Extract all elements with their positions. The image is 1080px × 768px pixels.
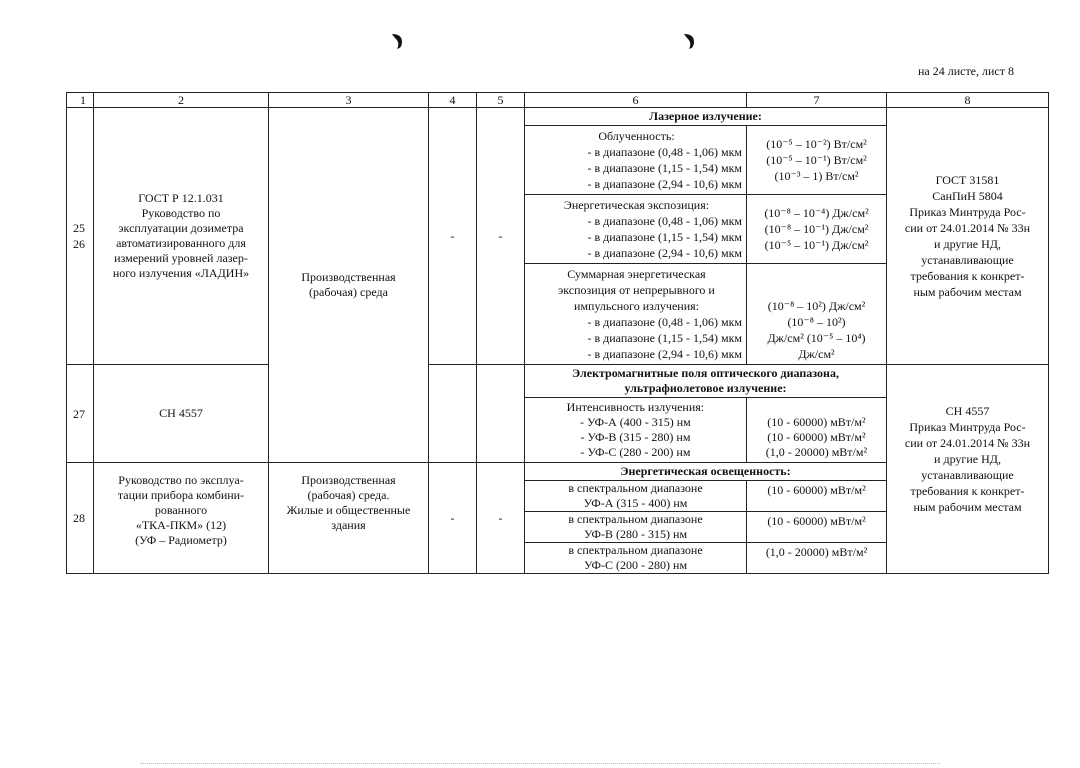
- normative-docs-laser: ГОСТ 31581 СанПиН 5804 Приказ Минтруда Рос- сии от 24.01.2014 № 33н и другие НД, устанавливающие требования к конкрет- ным рабочим местам: [887, 108, 1049, 365]
- measurement-object-production: Производственная (рабочая) среда: [269, 108, 429, 463]
- row-25-26-title: [67, 108, 1049, 126]
- row-27: [67, 365, 1049, 463]
- col-header-1: 1: [67, 93, 94, 108]
- col4-dash-28: -: [429, 463, 477, 574]
- measurement-object-buildings: Производственная (рабочая) среда. Жилые и общественные здания: [269, 463, 429, 574]
- irradiance-values: (10⁻⁵ – 10⁻²) Вт/см² (10⁻⁵ – 10⁻¹) Вт/см² (10⁻³ – 1) Вт/см²: [747, 126, 887, 195]
- col-header-2: 2: [94, 93, 269, 108]
- col-header-6: 6: [525, 93, 747, 108]
- row-number-25-26: 25 26: [67, 108, 94, 365]
- exposure-values: (10⁻⁸ – 10⁻⁴) Дж/см² (10⁻⁸ – 10⁻¹) Дж/см² (10⁻⁵ – 10⁻¹) Дж/см²: [747, 195, 887, 264]
- irradiance-ranges: Облученность: - в диапазоне (0,48 - 1,06) мкм - в диапазоне (1,15 - 1,54) мкм - в диапазоне (2,94 - 10,6) мкм: [525, 126, 747, 195]
- row-number-28: 28: [67, 463, 94, 574]
- col5-empty-27: [477, 365, 525, 463]
- col-header-3: 3: [269, 93, 429, 108]
- spectral-value-uv-b: (10 - 60000) мВт/м²: [747, 512, 887, 543]
- col5-dash-28: -: [477, 463, 525, 574]
- scan-artifact-line: [140, 761, 940, 764]
- spectral-range-uv-b: в спектральном диапазоне УФ-В (280 - 315) нм: [525, 512, 747, 543]
- section-title-laser: Лазерное излучение:: [525, 108, 887, 126]
- spectral-range-uv-a: в спектральном диапазоне УФ-А (315 - 400) нм: [525, 481, 747, 512]
- col-header-5: 5: [477, 93, 525, 108]
- uv-intensity-block: [525, 365, 887, 463]
- exposure-ranges: Энергетическая экспозиция: - в диапазоне (0,48 - 1,06) мкм - в диапазоне (1,15 - 1,54) мкм - в диапазоне (2,94 - 10,6) мкм: [525, 195, 747, 264]
- col-header-8: 8: [887, 93, 1049, 108]
- punch-hole-mark-right: [680, 32, 696, 50]
- uv-intensity-inner: [525, 398, 886, 462]
- spectral-value-uv-a: (10 - 60000) мВт/м²: [747, 481, 887, 512]
- total-exposure-values: (10⁻⁸ – 10²) Дж/см² (10⁻⁸ – 10²) Дж/см² (10⁻⁵ – 10⁴) Дж/см²: [747, 264, 887, 365]
- normative-docs-uv: СН 4557 Приказ Минтруда Рос- сии от 24.01.2014 № 33н и другие НД, устанавливающие требования к конкрет- ным рабочим местам: [887, 365, 1049, 574]
- method-document-tka-pkm: Руководство по эксплуа- тации прибора комбини- рованного «ТКА-ПКМ» (12) (УФ – Радиометр): [94, 463, 269, 574]
- uv-bands: Интенсивность излучения: - УФ-А (400 - 315) нм - УФ-В (315 - 280) нм - УФ-С (280 - 200) нм: [525, 398, 746, 462]
- col4-empty-27: [429, 365, 477, 463]
- col-header-4: 4: [429, 93, 477, 108]
- spectral-range-uv-c: в спектральном диапазоне УФ-С (200 - 280) нм: [525, 543, 747, 574]
- accreditation-table: [66, 92, 1049, 574]
- section-title-uv: Электромагнитные поля оптического диапазона, ультрафиолетовое излучение:: [525, 365, 886, 398]
- header-row: [67, 93, 1049, 108]
- section-title-illuminance: Энергетическая освещенность:: [525, 463, 887, 481]
- total-exposure-ranges: Суммарная энергетическая экспозиция от непрерывного и импульсного излучения: - в диапазоне (0,48 - 1,06) мкм - в диапазоне (1,15 - 1,54) мкм - в диапазоне (2,94 - 10,6) мкм: [525, 264, 747, 365]
- punch-hole-mark-left: [388, 32, 404, 50]
- col4-dash: -: [429, 108, 477, 365]
- method-document-sn4557: СН 4557: [94, 365, 269, 463]
- sheet-note: на 24 листе, лист 8: [917, 64, 1014, 78]
- uv-values: (10 - 60000) мВт/м² (10 - 60000) мВт/м² (1,0 - 20000) мВт/м²: [765, 415, 868, 459]
- col-header-7: 7: [747, 93, 887, 108]
- row-number-27: 27: [67, 365, 94, 463]
- col5-dash: -: [477, 108, 525, 365]
- method-document-ladin: ГОСТ Р 12.1.031 Руководство по эксплуатации дозиметра автоматизированного для измерений уровней лазер- ного излучения «ЛАДИН»: [94, 108, 269, 365]
- spectral-value-uv-c: (1,0 - 20000) мВт/м²: [747, 543, 887, 574]
